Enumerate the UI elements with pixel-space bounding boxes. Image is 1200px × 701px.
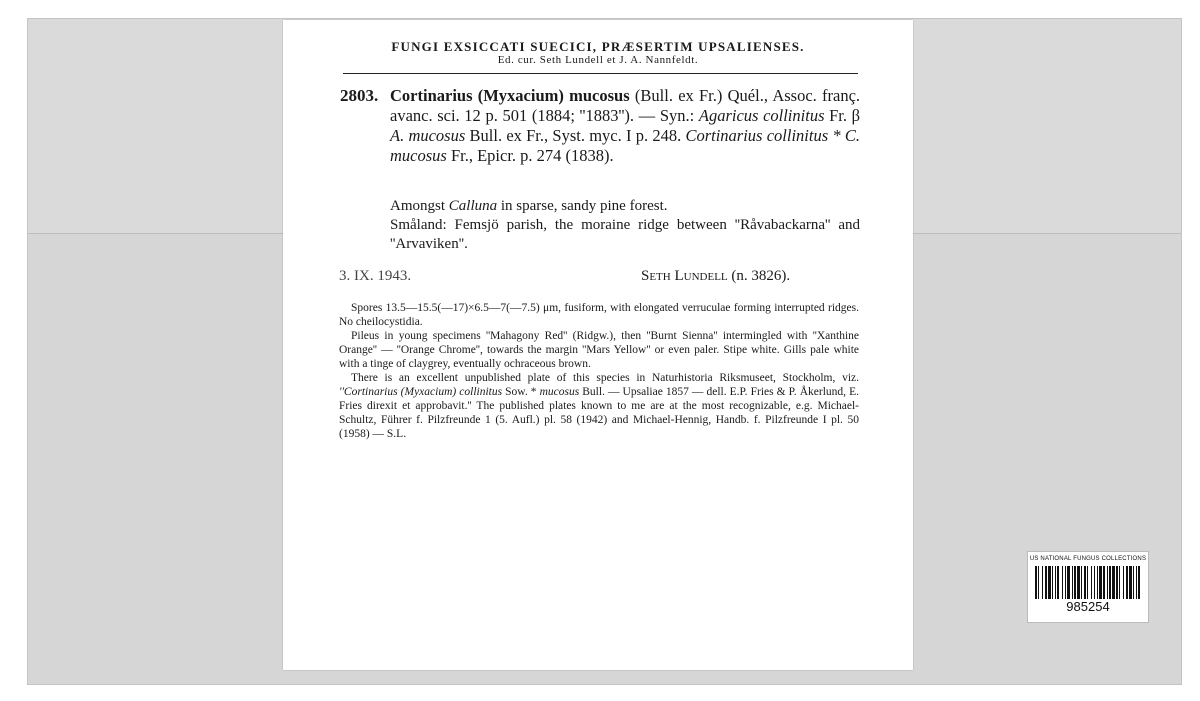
synonym-text-1: Fr. β — [824, 106, 861, 125]
barcode-bar — [1094, 566, 1095, 599]
taxon-citation: Assoc. franç. avanc. sci. 12 p. 501 (1884; ''1883''). — — [390, 86, 861, 125]
notes-pileus: Pileus in young specimens ''Mahagony Red'' (Ridgw.), then ''Burnt Sienna'' intermingled with ''Xanthine Orange'' — ''Orange Chrome'', towards the margin ''Mars Yellow'' or even paler. Stipe white. Gills pale white with a tinge of claygrey, eventually ochraceous brown. — [339, 330, 859, 370]
barcode-bar — [1042, 566, 1043, 599]
barcode-bar — [1097, 566, 1098, 599]
synonym-prefix: Syn.: — [659, 106, 699, 125]
barcode-bar — [1055, 566, 1056, 599]
synonym-name-2: A. mucosus — [390, 126, 466, 145]
barcode-number: 985254 — [1066, 599, 1110, 614]
barcode-bar — [1035, 566, 1037, 599]
synonym-name-3: Cortinarius collinitus * C. mucosus — [390, 126, 860, 165]
barcode-bar — [1062, 566, 1063, 599]
label-editors: Ed. cur. Seth Lundell et J. A. Nannfeldt. — [497, 54, 699, 66]
notes-plates-text-2: Sow. * — [502, 386, 540, 398]
notes-spores: Spores 13.5—15.5(—17)×6.5—7(—7.5) μm, fusiform, with elongated verruculae forming interrupted ridges. No cheilocystidia. — [339, 302, 859, 328]
locality: Småland: Femsjö parish, the moraine ridge between ''Råvabackarna'' and ''Arvaviken''. — [390, 217, 860, 252]
barcode-bar — [1103, 566, 1105, 599]
barcode-bar — [1038, 566, 1039, 599]
barcode-bar — [1116, 566, 1118, 599]
barcode-bar — [1112, 566, 1115, 599]
barcode-bar — [1087, 566, 1088, 599]
habitat — [390, 197, 860, 216]
notes-plates — [339, 371, 859, 441]
barcode-bar — [1119, 566, 1120, 599]
barcode-label — [1027, 551, 1149, 623]
notes-plates-italic-1: ''Cortinarius (Myxacium) collinitus — [339, 386, 503, 398]
collection-date: 3. IX. 1943. — [339, 268, 412, 284]
collector — [641, 268, 790, 285]
habitat-text: in sparse, sandy pine forest. — [497, 198, 668, 214]
taxon-block — [390, 86, 860, 166]
collector-name: Seth Lundell — [641, 268, 728, 284]
synonym-text-3: Syst. myc. I p. 248. — [552, 126, 686, 145]
barcode-bar — [1129, 566, 1132, 599]
notes — [339, 301, 859, 441]
habitat-prefix: Amongst — [390, 198, 449, 214]
collector-number: (n. 3826). — [727, 268, 791, 284]
barcode-bar — [1109, 566, 1111, 599]
barcode-bar — [1081, 566, 1082, 599]
notes-plates-text-3: Bull. — Upsaliae 1857 — dell. E.P. Fries & P. Åkerlund, E. Fries direxit et approbavit.'' The published plates known to me are at the most recognizable, e.g. Michael-Schultz, Führer f. Pilzfreunde 1 (5. Aufl.) pl. 58 (1942) and Michael-Hennig, Handb. f. Pilzfreunde I pl. 50 (1958) — S.L. — [339, 386, 859, 440]
specimen-label — [283, 20, 913, 670]
barcode-bar — [1065, 566, 1066, 599]
barcode-bar — [1057, 566, 1059, 599]
barcode-bar — [1126, 566, 1128, 599]
barcode-bar — [1099, 566, 1102, 599]
barcode-bar — [1136, 566, 1137, 599]
synonym-name-1: Agaricus collinitus — [698, 106, 825, 125]
barcode-bar — [1045, 566, 1047, 599]
barcode-institution: US NATIONAL FUNGUS COLLECTIONS — [1029, 556, 1147, 562]
notes-plates-italic-2: mucosus — [539, 386, 580, 398]
synonym-text-4: Fr., Epicr. p. 274 (1838). — [450, 146, 614, 165]
barcode-bar — [1084, 566, 1086, 599]
taxon-name: Cortinarius (Myxacium) mucosus — [390, 86, 630, 105]
barcode-bar — [1072, 566, 1073, 599]
barcode-bar — [1052, 566, 1053, 599]
barcode-bar — [1067, 566, 1070, 599]
label-series-title: FUNGI EXSICCATI SUECICI, PRÆSERTIM UPSALIENSES. — [391, 39, 805, 54]
taxon-authors: (Bull. ex Fr.) Quél., — [629, 86, 768, 105]
barcode-bar — [1107, 566, 1108, 599]
habitat-genus: Calluna — [448, 198, 498, 214]
barcode-bar — [1133, 566, 1134, 599]
barcode-bar — [1074, 566, 1076, 599]
notes-plates-text-1: There is an excellent unpublished plate of this species in Naturhistoria Riksmuseet, Stockholm, viz. — [351, 372, 859, 384]
barcode-bar — [1138, 566, 1140, 599]
exsiccata-number: 2803. — [340, 86, 379, 105]
barcode-bars — [1035, 566, 1141, 599]
barcode-bar — [1123, 566, 1124, 599]
synonym-text-2: Bull. ex Fr., — [465, 126, 549, 145]
barcode-bar — [1091, 566, 1092, 599]
barcode-bar — [1048, 566, 1051, 599]
barcode-bar — [1077, 566, 1080, 599]
header-rule — [343, 73, 858, 74]
